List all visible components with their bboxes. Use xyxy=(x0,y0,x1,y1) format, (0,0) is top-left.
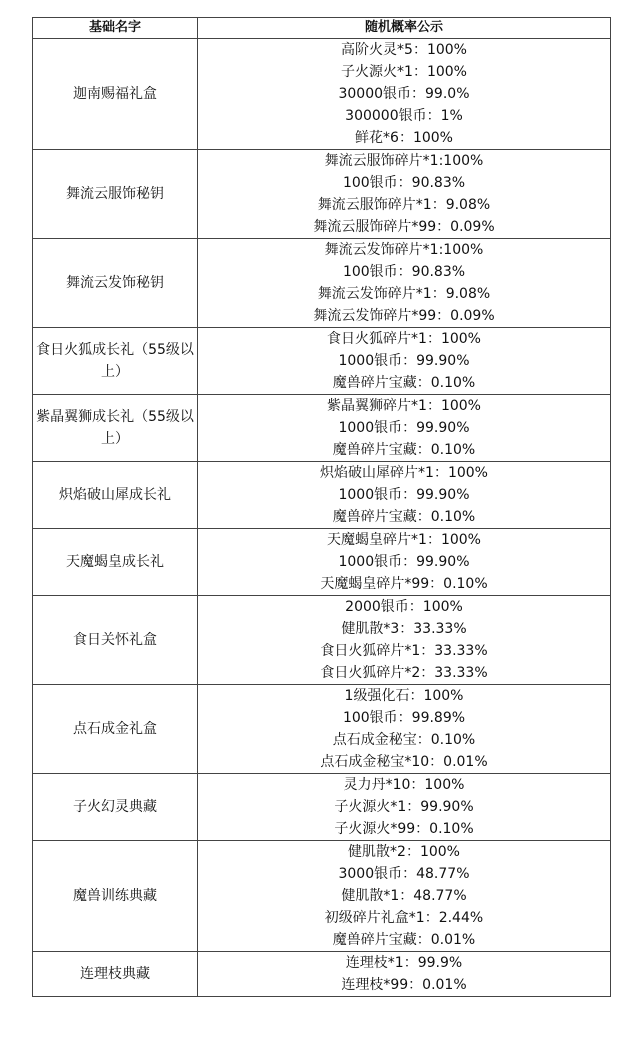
table-row xyxy=(33,328,611,395)
probability-entry: 1000银币：99.90% xyxy=(338,420,470,436)
probability-entry: 子火源火*1：99.90% xyxy=(334,799,474,815)
probability-entry: 紫晶翼狮碎片*1：100% xyxy=(327,398,481,414)
item-name: 舞流云发饰秘钥 xyxy=(33,239,198,328)
probability-entry: 300000银币：1% xyxy=(345,108,463,124)
probability-entry: 点石成金秘宝*10：0.01% xyxy=(320,754,488,770)
probability-entry: 舞流云发饰碎片*1:100% xyxy=(324,242,484,258)
table-row xyxy=(33,841,611,952)
probability-cell xyxy=(198,596,611,685)
probability-cell xyxy=(198,774,611,841)
item-name: 炽焰破山犀成长礼 xyxy=(33,462,198,529)
header-row xyxy=(33,18,611,39)
probability-entry: 健肌散*2：100% xyxy=(348,844,460,860)
probability-entry: 魔兽碎片宝藏：0.10% xyxy=(332,375,476,391)
probability-entry: 魔兽碎片宝藏：0.10% xyxy=(332,509,476,525)
probability-entry: 100银币：90.83% xyxy=(342,175,466,191)
item-name: 子火幻灵典藏 xyxy=(33,774,198,841)
probability-entry: 连理枝*99：0.01% xyxy=(341,977,467,993)
probability-cell xyxy=(198,841,611,952)
probability-entry: 食日火狐碎片*1：33.33% xyxy=(320,643,488,659)
probability-entry: 舞流云发饰碎片*99：0.09% xyxy=(313,308,495,324)
probability-cell xyxy=(198,462,611,529)
table-row xyxy=(33,239,611,328)
probability-entry: 天魔蝎皇碎片*1：100% xyxy=(327,532,481,548)
item-name: 紫晶翼狮成长礼（55级以上） xyxy=(33,395,198,462)
item-name: 食日火狐成长礼（55级以上） xyxy=(33,328,198,395)
table-row xyxy=(33,462,611,529)
probability-entry: 连理枝*1：99.9% xyxy=(345,955,463,971)
table-row xyxy=(33,150,611,239)
item-name: 点石成金礼盒 xyxy=(33,685,198,774)
item-name: 迦南赐福礼盒 xyxy=(33,39,198,150)
table-row xyxy=(33,774,611,841)
item-name: 天魔蝎皇成长礼 xyxy=(33,529,198,596)
table-row xyxy=(33,685,611,774)
probability-entry: 鲜花*6：100% xyxy=(355,130,453,146)
probability-entry: 1000银币：99.90% xyxy=(338,353,470,369)
table-row xyxy=(33,952,611,997)
table-row xyxy=(33,596,611,685)
probability-entry: 点石成金秘宝：0.10% xyxy=(332,732,476,748)
item-name: 魔兽训练典藏 xyxy=(33,841,198,952)
probability-entry: 健肌散*3：33.33% xyxy=(341,621,467,637)
probability-entry: 100银币：99.89% xyxy=(342,710,466,726)
probability-cell xyxy=(198,685,611,774)
probability-cell xyxy=(198,952,611,997)
probability-entry: 100银币：90.83% xyxy=(342,264,466,280)
probability-entry: 食日火狐碎片*2：33.33% xyxy=(320,665,488,681)
probability-entry: 初级碎片礼盒*1：2.44% xyxy=(324,910,484,926)
probability-entry: 舞流云服饰碎片*1：9.08% xyxy=(317,197,491,213)
header-base-name: 基础名字 xyxy=(33,18,198,39)
item-name: 食日关怀礼盒 xyxy=(33,596,198,685)
probability-cell xyxy=(198,150,611,239)
probability-entry: 炽焰破山犀碎片*1：100% xyxy=(320,465,488,481)
probability-entry: 2000银币：100% xyxy=(345,599,463,615)
probability-entry: 魔兽碎片宝藏：0.01% xyxy=(332,932,476,948)
header-probability: 随机概率公示 xyxy=(198,18,611,39)
probability-entry: 高阶火灵*5：100% xyxy=(341,42,467,58)
table-row xyxy=(33,395,611,462)
probability-entry: 魔兽碎片宝藏：0.10% xyxy=(332,442,476,458)
probability-entry: 舞流云发饰碎片*1：9.08% xyxy=(317,286,491,302)
probability-table xyxy=(32,17,611,997)
probability-entry: 灵力丹*10：100% xyxy=(343,777,465,793)
probability-entry: 天魔蝎皇碎片*99：0.10% xyxy=(320,576,488,592)
probability-entry: 3000银币：48.77% xyxy=(338,866,470,882)
probability-cell xyxy=(198,395,611,462)
probability-cell xyxy=(198,529,611,596)
probability-entry: 子火源火*1：100% xyxy=(341,64,467,80)
item-name: 连理枝典藏 xyxy=(33,952,198,997)
probability-entry: 子火源火*99：0.10% xyxy=(334,821,474,837)
probability-entry: 1000银币：99.90% xyxy=(338,554,470,570)
probability-cell xyxy=(198,239,611,328)
probability-entry: 舞流云服饰碎片*99：0.09% xyxy=(313,219,495,235)
probability-entry: 健肌散*1：48.77% xyxy=(341,888,467,904)
probability-entry: 食日火狐碎片*1：100% xyxy=(327,331,481,347)
probability-cell xyxy=(198,39,611,150)
probability-entry: 1000银币：99.90% xyxy=(338,487,470,503)
table-row xyxy=(33,529,611,596)
table-body xyxy=(33,39,611,997)
probability-cell xyxy=(198,328,611,395)
probability-entry: 1级强化石：100% xyxy=(344,688,464,704)
item-name: 舞流云服饰秘钥 xyxy=(33,150,198,239)
probability-entry: 30000银币：99.0% xyxy=(338,86,470,102)
probability-entry: 舞流云服饰碎片*1:100% xyxy=(324,153,484,169)
table-row xyxy=(33,39,611,150)
